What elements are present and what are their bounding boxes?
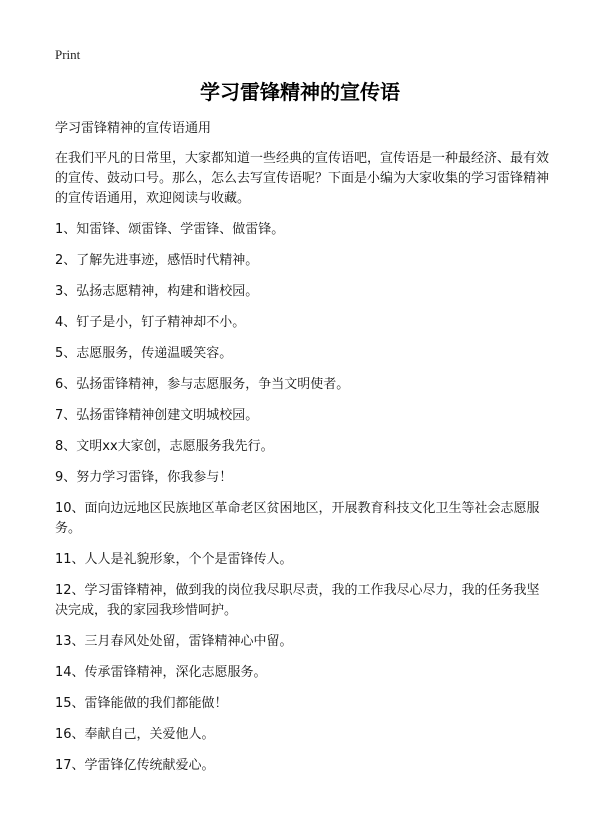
page-title: 学习雷锋精神的宣传语	[200, 80, 400, 104]
list-item: 14、传承雷锋精神，深化志愿服务。	[55, 665, 267, 680]
list-item: 11、人人是礼貌形象，个个是雷锋传人。	[55, 552, 293, 567]
list-item: 13、三月春风处处留，雷锋精神心中留。	[55, 634, 293, 649]
list-item: 1、知雷锋、颂雷锋、学雷锋、做雷锋。	[55, 222, 285, 237]
slogan-list	[55, 220, 550, 776]
list-item: 6、弘扬雷锋精神，参与志愿服务，争当文明使者。	[55, 377, 350, 392]
list-item: 7、弘扬雷锋精神创建文明城校园。	[55, 408, 259, 423]
list-item: 17、学雷锋亿传统献爱心。	[55, 758, 215, 773]
list-item: 10、面向边远地区民族地区革命老区贫困地区，开展教育科技文化卫生等社会志愿服务。	[55, 501, 540, 536]
list-item: 5、志愿服务，传递温暖笑容。	[55, 346, 233, 361]
print-link[interactable]: Print	[55, 47, 81, 62]
list-item: 3、弘扬志愿精神，构建和谐校园。	[55, 284, 259, 299]
document-subtitle: 学习雷锋精神的宣传语通用	[55, 121, 212, 136]
list-item: 15、雷锋能做的我们都能做！	[55, 696, 228, 711]
list-item: 2、了解先进事迹，感悟时代精神。	[55, 253, 259, 268]
list-item: 16、奉献自己，关爱他人。	[55, 727, 215, 742]
list-item: 12、学习雷锋精神，做到我的岗位我尽职尽责，我的工作我尽心尽力，我的任务我坚决完成，我的家园我珍惜呵护。	[55, 583, 540, 618]
list-item: 9、努力学习雷锋，你我参与！	[55, 470, 233, 485]
list-item: 8、文明xx大家创，志愿服务我先行。	[55, 439, 274, 454]
list-item: 4、钉子是小，钉子精神却不小。	[55, 315, 246, 330]
document-body	[55, 119, 550, 787]
intro-paragraph: 在我们平凡的日常里，大家都知道一些经典的宣传语吧，宣传语是一种最经济、最有效的宣传、鼓动口号。那么，怎么去写宣传语呢？下面是小编为大家收集的学习雷锋精神的宣传语通用，欢迎阅读与收藏。	[55, 151, 550, 206]
